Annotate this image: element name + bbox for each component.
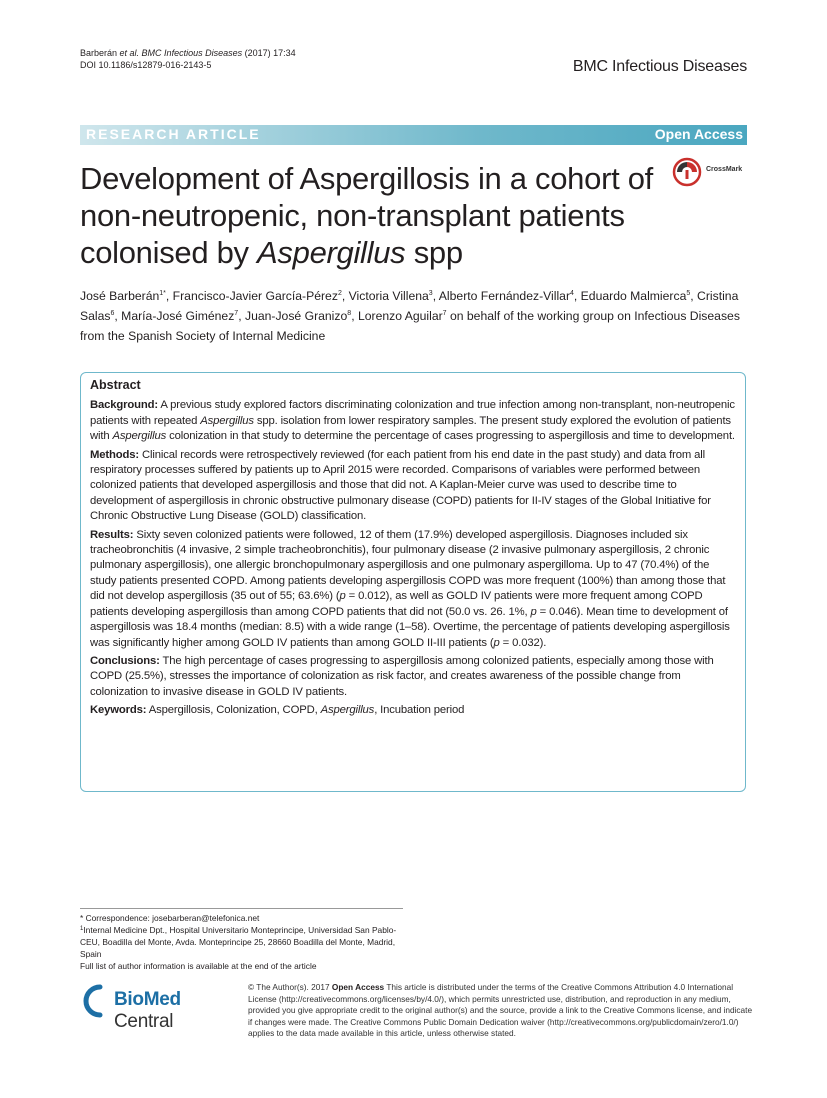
correspondence-email[interactable]: * Correspondence: josebarberan@telefonica.net — [80, 913, 260, 923]
logo-biomed: BioMed — [114, 989, 181, 1010]
biomed-central-icon — [80, 983, 112, 1019]
journal-name: BMC Infectious Diseases — [572, 58, 747, 75]
footnotes — [80, 912, 400, 972]
article-title — [80, 160, 680, 271]
article-type-label: RESEARCH ARTICLE — [86, 126, 261, 142]
abstract-box — [80, 372, 746, 792]
citation-year: (2017) 17:34 — [242, 48, 296, 58]
article-banner — [80, 125, 747, 145]
crossmark-icon — [672, 157, 702, 187]
abstract-conclusions: Conclusions: The high percentage of cases progressing to aspergillosis among colonized patients, especially among those with COPD (25.5%), stresses the importance of colonization as risk factor, and creates awareness of the possible change from colonization to invasive disease in GOLD IV patients. — [90, 654, 714, 698]
open-access-label: Open Access — [654, 126, 743, 142]
affiliation: $^1$Internal Medicine Dpt., Hospital Universitario Monteprincipe, Universidad San Pablo-CEU, Boadilla del Monte, Avda. Monteprincipe 25, 28660 Boadilla del Monte, Madrid, Spain — [80, 925, 397, 959]
footnote-divider — [80, 908, 403, 909]
abstract-results: Results: Sixty seven colonized patients were followed, 12 of them (17.9%) developed aspergillosis. Diagnoses included six tracheobronchitis (4 invasive, 2 simple tracheobronchitis), four pulmonary disease (2 invasive pulmonary aspergillosis, 2 chronic pulmonary aspergillosis), one allergic bronchopulmonary aspergillosis and one pulmonary aspergilloma. Up to 47 (70.4%) of the study patients presented COPD. Among patients developing aspergillosis COPD was more frequent (100%) than among those that did not develop aspergillosis (35 out of 55; 63.6%) (p = 0.012), as well as GOLD IV patients were more frequent among COPD patients developing aspergillosis than among COPD patients that did not (50.0 vs. 26. 1%, p = 0.046). Mean time to development of aspergillosis was 18.4 months (median: 8.5) with a wide range (1–58). Overtime, the percentage of patients developing aspergillosis was significantly higher among GOLD IV patients than among GOLD II-III patients (p = 0.032). — [90, 528, 730, 649]
title-line-2: non-neutropenic, non-transplant patients — [80, 198, 625, 233]
crossmark-badge[interactable] — [672, 157, 752, 187]
title-line-1: Development of Aspergillosis in a cohort of — [80, 161, 653, 196]
crossmark-label: CrossMark — [706, 166, 743, 173]
abstract-methods: Methods: Clinical records were retrospectively reviewed (for each patient from his end date in the past study) and data from all respiratory processes suffered by patients up to April 2015 were recorded. Comparisons of variables were performed between colonized patients that developed aspergillosis and those that did not. A Kaplan-Meier curve was used to describe time to development of aspergillosis in chronic obstructive pulmonary disease (COPD) patients for II-IV stages of the Global Initiative for Chronic Obstructive Lung Disease (GOLD) classification. — [90, 448, 711, 523]
title-line-3: colonised by Aspergillus spp — [80, 235, 463, 270]
citation — [80, 47, 296, 71]
abstract-keywords: Keywords: Aspergillosis, Colonization, COPD, Aspergillus, Incubation period — [90, 704, 465, 717]
license-text: © The Author(s). 2017 Open Access This article is distributed under the terms of the Creative Commons Attribution 4.0 International License (http://creativecommons.org/licenses/by/4.0/), which permits unrestricted use, distribution, and reproduction in any medium, provided you give appropriate credit to the original author(s) and the source, provide a link to the Creative Commons license, and indicate if changes were made. The Creative Commons Public Domain Dedication waiver (http://creativecommons.org/publicdomain/zero/1.0/) applies to the data made available in this article, unless otherwise stated. — [248, 982, 753, 1038]
abstract-heading: Abstract — [90, 378, 141, 392]
author-info-note: Full list of author information is available at the end of the article — [80, 961, 317, 971]
abstract-background: Background: A previous study explored factors discriminating colonization and true infection among non-transplant, non-neutropenic patients with repeated Aspergillus spp. isolation from lower respiratory samples. The present study explored the evolution of patients with Aspergillus colonization in that study to determine the percentage of cases progressing to aspergillosis and time to development. — [90, 399, 735, 443]
doi-link[interactable]: DOI 10.1186/s12879-016-2143-5 — [80, 60, 212, 70]
logo-central: Central — [114, 1011, 174, 1032]
biomed-central-logo — [80, 983, 240, 1032]
author-list: José Barberán$^{1*}$, Francisco-Javier García-Pérez$^2$, Victoria Villena$^3$, Alberto Fernández-Villar$^4$, Eduardo Malmierca$^5$, Cristina Salas$^6$, María-José Giménez$^7$, Juan-José Granizo$^8$, Lorenzo Aguilar$^7$ on behalf of the working group on Infectious Diseases from the Spanish Society of Internal Medicine — [80, 289, 740, 343]
citation-journal: et al. BMC Infectious Diseases — [119, 48, 243, 58]
citation-authors: Barberán — [80, 48, 118, 58]
